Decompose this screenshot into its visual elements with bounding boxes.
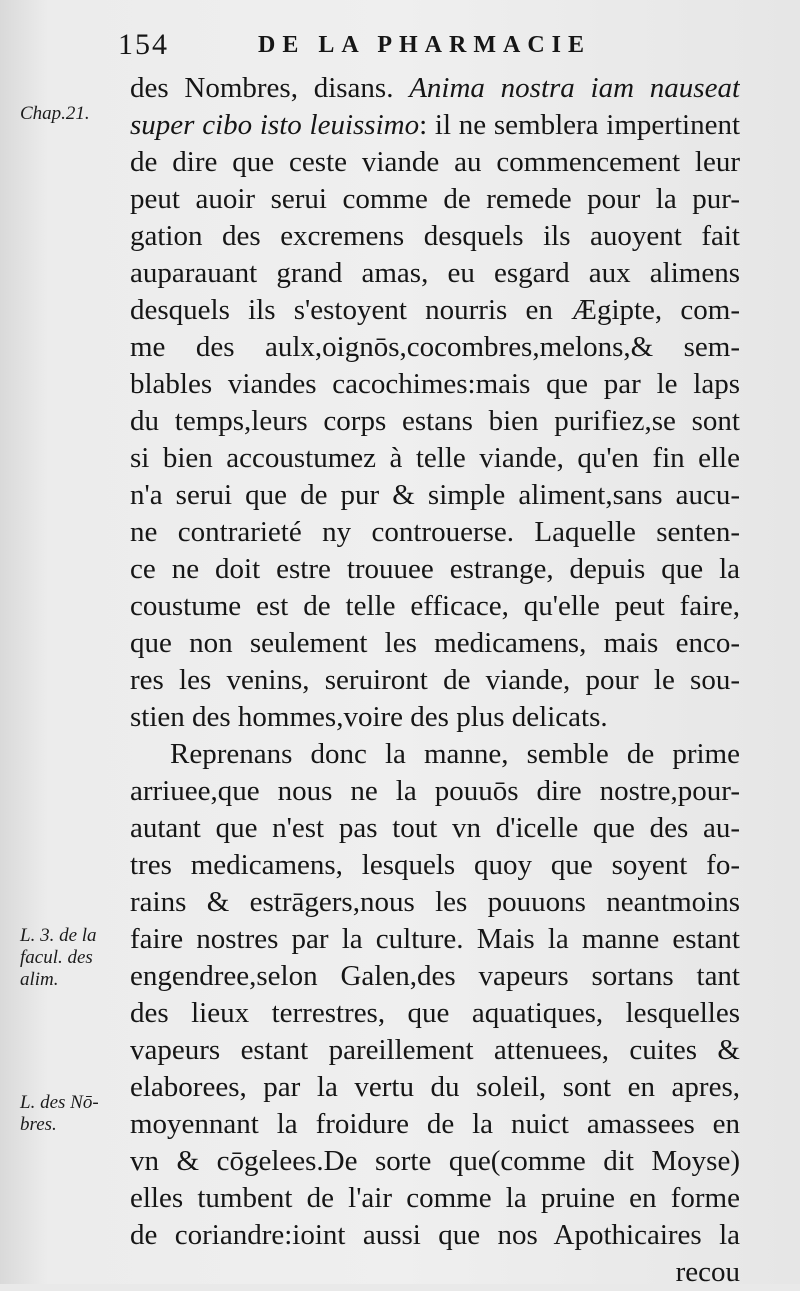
- paragraph-start-line: Reprenans donc la manne, semble de prime: [170, 738, 740, 770]
- text-line: du temps,leurs corps estans bien purifiez,se sont: [130, 405, 740, 437]
- text-line: res les venins, seruiront de viande, pour le sou-: [130, 664, 740, 696]
- text-line: moyennant la froidure de la nuict amassees en: [130, 1108, 740, 1140]
- text-line: que non seulement les medicamens, mais enco-: [130, 627, 740, 659]
- margin-note-numbers-ref: [20, 1092, 99, 1136]
- text-segment: des Nombres, disans.: [130, 72, 394, 104]
- text-line: elaborees, par la vertu du soleil, sont en apres,: [130, 1071, 740, 1103]
- text-line: auparauant grand amas, eu esgard aux alimens: [130, 257, 740, 289]
- text-line: me des aulx,oignōs,cocombres,melons,& sem-: [130, 331, 740, 363]
- margin-note-line: L. 3. de la: [20, 925, 97, 946]
- body-text: [130, 70, 740, 1291]
- text-line: blables viandes cacochimes:mais que par le laps: [130, 368, 740, 400]
- margin-note-line: alim.: [20, 969, 59, 990]
- text-line: elles tumbent de l'air comme la pruine en forme: [130, 1182, 740, 1214]
- catchword: recou: [675, 1256, 740, 1288]
- text-line: vapeurs estant pareillement attenuees, cuites &: [130, 1034, 740, 1066]
- margin-note-line: L. des Nō-: [20, 1092, 99, 1113]
- text-line: faire nostres par la culture. Mais la manne estant: [130, 923, 740, 955]
- text-line: [130, 107, 740, 144]
- running-title: DE LA PHARMACIE: [258, 32, 592, 58]
- latin-quote: Anima nostra iam nauseat: [409, 72, 740, 104]
- text-line: tres medicamens, lesquels quoy que soyent fo-: [130, 849, 740, 881]
- text-line: stien des hommes,voire des plus delicats.: [130, 701, 608, 733]
- text-line: autant que n'est pas tout vn d'icelle que des au-: [130, 812, 740, 844]
- text-line: de coriandre:ioint aussi que nos Apothicaires la: [130, 1219, 740, 1251]
- text-line: n'a serui que de pur & simple aliment,sans aucu-: [130, 479, 740, 511]
- text-line: peut auoir serui comme de remede pour la pur-: [130, 183, 740, 215]
- text-line: rains & estrāgers,nous les pouuons neantmoins: [130, 886, 740, 918]
- text-segment: : il ne semblera impertinent: [419, 109, 740, 141]
- margin-note-galen-ref: [20, 925, 97, 991]
- text-line: engendree,selon Galen,des vapeurs sortans tant: [130, 960, 740, 992]
- text-line: ne contrarieté ny controuerse. Laquelle senten-: [130, 516, 740, 548]
- margin-note-line: bres.: [20, 1114, 57, 1135]
- text-line: desquels ils s'estoyent nourris en Ægipte, com-: [130, 294, 740, 326]
- latin-quote: super cibo isto leuissimo: [130, 109, 420, 141]
- text-line: ce ne doit estre trouuee estrange, depuis que la: [130, 553, 740, 585]
- margin-note-line: Chap.21.: [20, 103, 90, 124]
- text-line: coustume est de telle efficace, qu'elle peut faire,: [130, 590, 740, 622]
- text-line: gation des excremens desquels ils auoyent fait: [130, 220, 740, 252]
- margin-note-line: facul. des: [20, 947, 93, 968]
- text-line: des lieux terrestres, que aquatiques, lesquelles: [130, 997, 740, 1029]
- text-line: de dire que ceste viande au commencement leur: [130, 146, 740, 178]
- text-line: si bien accoustumez à telle viande, qu'en fin elle: [130, 442, 740, 474]
- margin-note-chapter: [20, 103, 90, 125]
- page-number: 154: [118, 28, 169, 61]
- text-line: vn & cōgelees.De sorte que(comme dit Moyse): [130, 1145, 740, 1177]
- page-header: [118, 28, 738, 68]
- text-line: [130, 70, 740, 107]
- text-line: arriuee,que nous ne la pouuōs dire nostre,pour-: [130, 775, 740, 807]
